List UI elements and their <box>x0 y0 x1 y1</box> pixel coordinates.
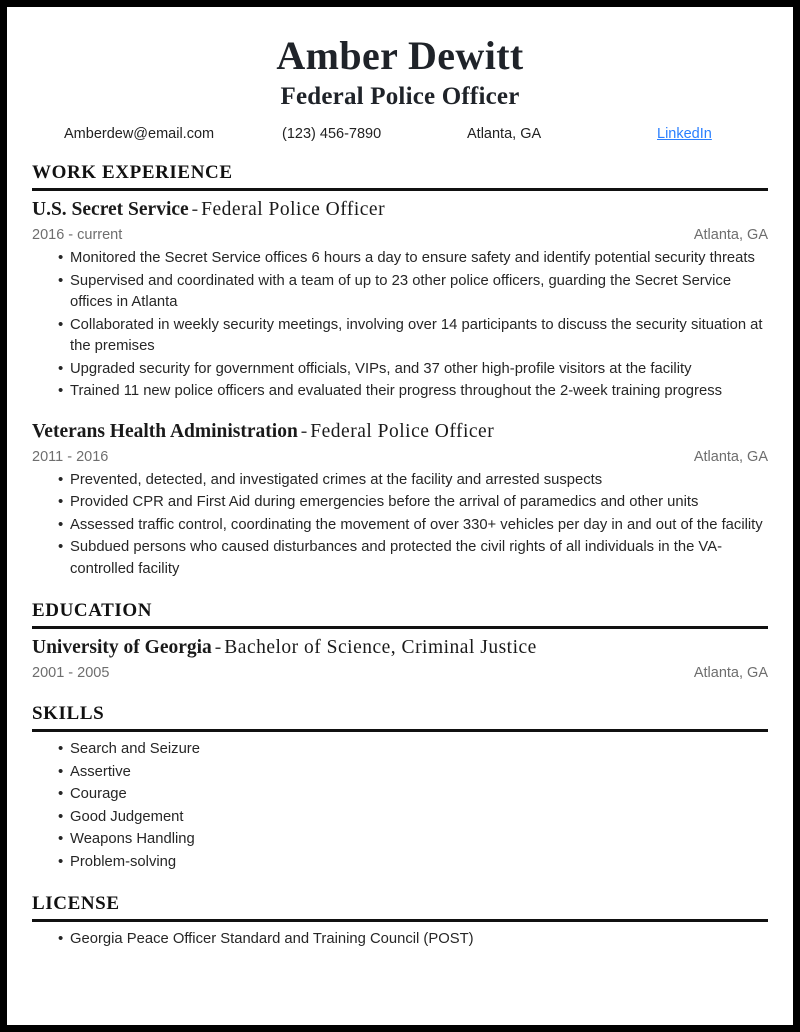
work-entry-meta <box>32 225 768 245</box>
work-entry-meta <box>32 447 768 467</box>
work-entry-dates: 2011 - 2016 <box>32 448 109 465</box>
contact-phone[interactable]: (123) 456-7890 <box>282 126 382 142</box>
section-divider <box>32 729 768 732</box>
bullet-item: • Monitored the Secret Service offices 6 hours a day to ensure safety and identify potential security threats <box>32 248 768 270</box>
education-entry-institution: University of Georgia <box>32 637 212 658</box>
work-entry-heading <box>32 198 768 222</box>
work-entry-location: Atlanta, GA <box>693 227 768 243</box>
work-entry-separator: - <box>191 199 199 220</box>
contact-location: Atlanta, GA <box>467 126 542 142</box>
candidate-job-title: Federal Police Officer <box>280 83 520 110</box>
linkedin-link[interactable]: LinkedIn <box>657 126 712 142</box>
section-divider <box>32 626 768 629</box>
work-entry <box>32 420 768 581</box>
resume-page <box>7 7 793 1025</box>
education-entry-location: Atlanta, GA <box>693 665 768 681</box>
contact-email[interactable]: Amberdew@email.com <box>64 126 215 142</box>
bullet-item: • Upgraded security for government officials, VIPs, and 37 other high-profile visitors at the facility <box>32 359 768 381</box>
skill-item: • Courage <box>32 784 768 806</box>
work-entry-heading <box>32 420 768 444</box>
section-title-skills: SKILLS <box>32 703 105 724</box>
education-entry-heading <box>32 636 768 660</box>
work-entry-location: Atlanta, GA <box>693 448 768 465</box>
resume-header <box>32 7 768 112</box>
bullet-item: • Assessed traffic control, coordinating the movement of over 330+ vehicles per day in and out of the facility <box>32 515 768 537</box>
section-divider <box>32 188 768 191</box>
education-entry-dates: 2001 - 2005 <box>32 665 110 681</box>
section-title-work-experience: WORK EXPERIENCE <box>32 162 233 183</box>
section-title-education: EDUCATION <box>32 600 153 621</box>
section-divider <box>32 919 768 922</box>
work-entry-role: Federal Police Officer <box>201 199 386 220</box>
work-entry-separator: - <box>300 420 308 442</box>
work-entry-organization: U.S. Secret Service <box>32 199 189 220</box>
bullet-item: • Provided CPR and First Aid during emergencies before the arrival of paramedics and other units <box>32 492 768 514</box>
skill-item: • Good Judgement <box>32 807 768 829</box>
education-entry-meta <box>32 663 768 683</box>
education-entry <box>32 636 768 683</box>
section-work-experience <box>32 162 768 580</box>
license-item: • Georgia Peace Officer Standard and Training Council (POST) <box>32 929 768 951</box>
license-list <box>32 929 768 951</box>
skill-item: • Search and Seizure <box>32 739 768 761</box>
section-skills <box>32 703 768 873</box>
skill-item: • Weapons Handling <box>32 829 768 851</box>
education-entry-separator: - <box>214 637 222 658</box>
work-entry-bullets <box>32 470 768 581</box>
bullet-item: • Trained 11 new police officers and evaluated their progress throughout the 2-week training progress <box>32 381 768 403</box>
work-entry-organization: Veterans Health Administration <box>32 420 298 442</box>
contact-row <box>32 126 768 142</box>
work-entry-role: Federal Police Officer <box>310 420 495 442</box>
bullet-item: • Collaborated in weekly security meetings, involving over 14 participants to discuss the security situation at the premises <box>32 315 768 358</box>
section-license <box>32 893 768 951</box>
work-entry-bullets <box>32 248 768 403</box>
contact-linkedin <box>657 126 761 142</box>
work-entry <box>32 198 768 403</box>
candidate-name: Amber Dewitt <box>276 33 524 78</box>
education-entry-degree: Bachelor of Science, Criminal Justice <box>224 637 537 658</box>
bullet-item: • Subdued persons who caused disturbances and protected the civil rights of all individuals in the VA-controlled facility <box>32 537 768 580</box>
skills-list <box>32 739 768 873</box>
work-entry-dates: 2016 - current <box>32 227 123 243</box>
resume-content <box>32 7 768 952</box>
section-title-license: LICENSE <box>32 893 120 914</box>
bullet-item: • Prevented, detected, and investigated crimes at the facility and arrested suspects <box>32 470 768 492</box>
section-education <box>32 600 768 683</box>
bullet-item: • Supervised and coordinated with a team of up to 23 other police officers, guarding the Secret Service offices in Atlanta <box>32 271 768 314</box>
skill-item: • Problem-solving <box>32 852 768 874</box>
skill-item: • Assertive <box>32 762 768 784</box>
